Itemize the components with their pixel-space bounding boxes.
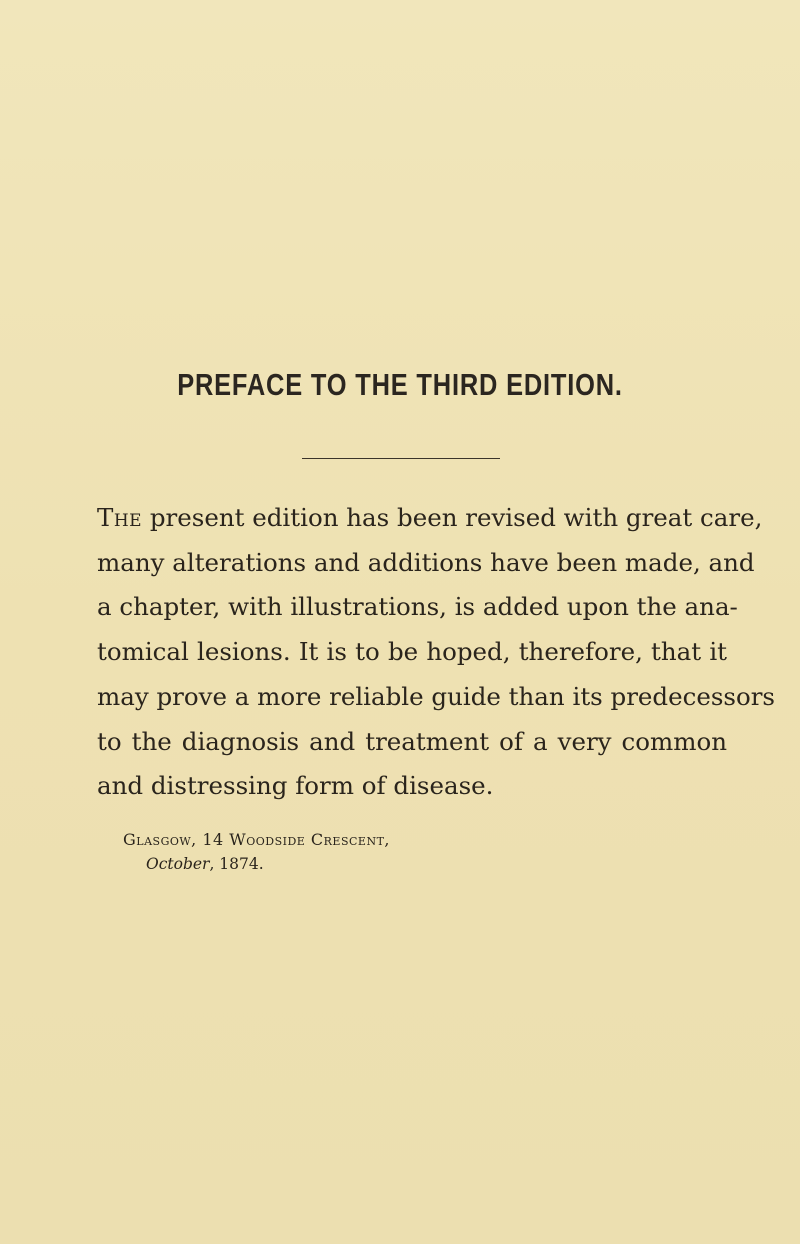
signature-year: , 1874. xyxy=(209,855,264,873)
signature-date xyxy=(123,852,390,876)
body-line-1-text: present edition has been revised with great care, xyxy=(142,503,763,532)
body-line-6: to the diagnosis and treatment of a very common xyxy=(97,726,727,756)
body-line-4: tomical lesions. It is to be hoped, therefore, that it xyxy=(97,637,727,667)
signature-month: October xyxy=(146,855,210,873)
body-line-5: may prove a more reliable guide than its predecessors xyxy=(97,681,775,711)
body-line-7: and distressing form of disease. xyxy=(97,771,494,801)
signature-block xyxy=(123,828,390,876)
body-line-1 xyxy=(97,496,763,541)
preface-heading: PREFACE TO THE THIRD EDITION. xyxy=(177,367,623,402)
preface-body xyxy=(97,496,775,809)
body-line-3: a chapter, with illustrations, is added upon the ana- xyxy=(97,592,738,622)
first-word: The xyxy=(97,503,143,532)
heading-rule xyxy=(302,458,500,459)
body-line-2: many alterations and additions have been made, and xyxy=(97,547,755,577)
signature-place: Glasgow, 14 Woodside Crescent, xyxy=(123,830,390,849)
